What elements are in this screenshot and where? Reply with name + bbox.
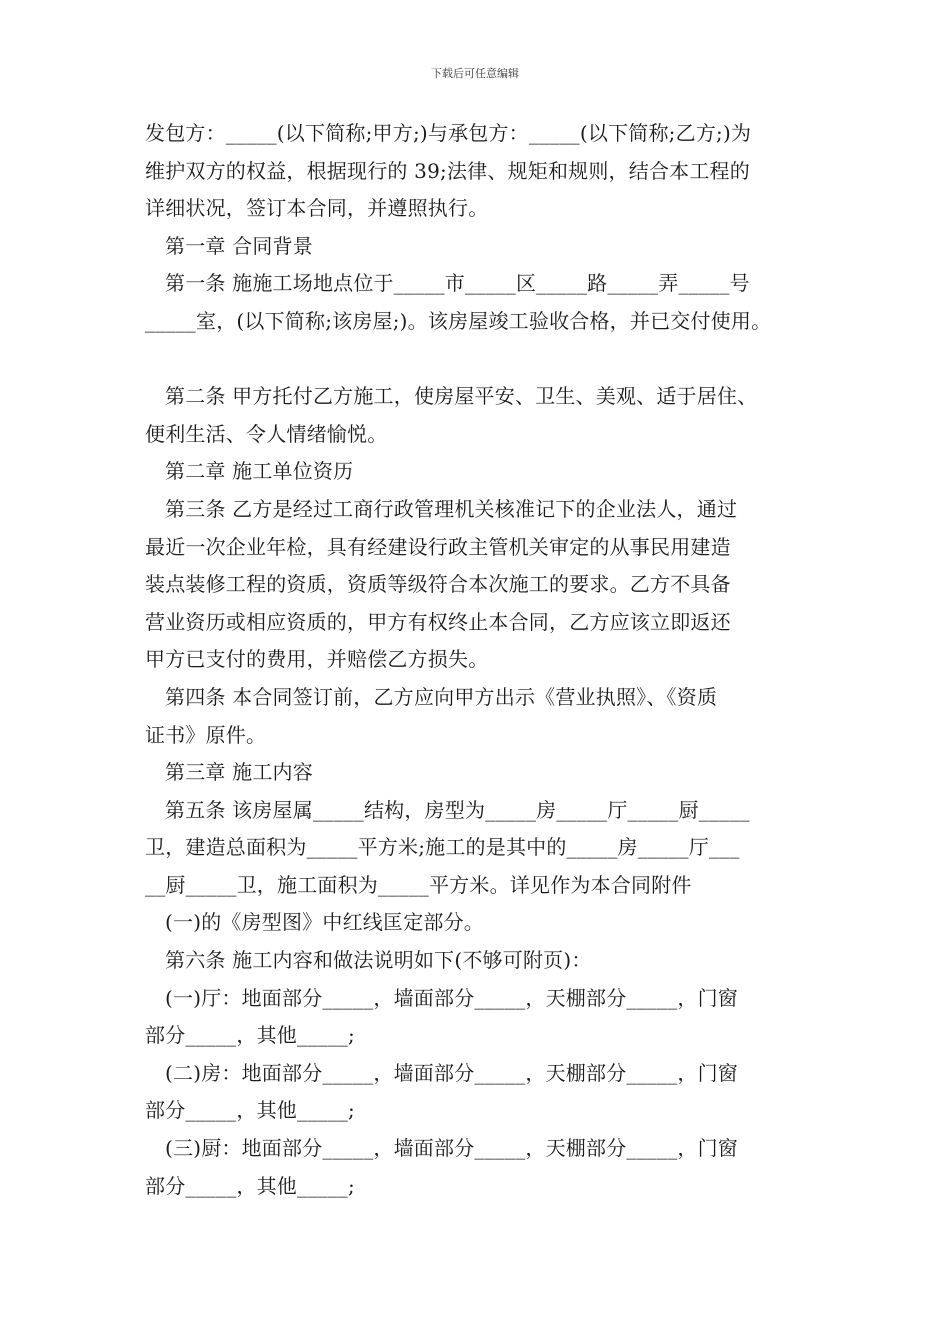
paragraph-line: 部分_____，其他_____; bbox=[145, 1098, 355, 1123]
paragraph-line: 装点装修工程的资质，资质等级符合本次施工的要求。乙方不具备 bbox=[145, 572, 731, 597]
article-line: 第二条 甲方托付乙方施工，使房屋平安、卫生、美观、适于居住、 bbox=[165, 384, 758, 409]
chapter-heading: 第一章 合同背景 bbox=[165, 233, 313, 258]
document-body bbox=[145, 115, 817, 1205]
chapter-heading: 第二章 施工单位资历 bbox=[165, 459, 354, 484]
article-line: 第四条 本合同签订前，乙方应向甲方出示《营业执照》、《资质 bbox=[165, 684, 718, 709]
paragraph-line: 甲方已支付的费用，并赔偿乙方损失。 bbox=[145, 647, 489, 672]
paragraph-line: __厨_____卫，施工面积为_____平方米。详见作为本合同附件 bbox=[145, 872, 692, 897]
paragraph-line: 最近一次企业年检，具有经建设行政主管机关审定的从事民用建造 bbox=[145, 534, 731, 559]
article-line: 第一条 施施工场地点位于_____市_____区_____路_____弄_____号 bbox=[165, 271, 750, 296]
paragraph-line: _____室，(以下简称;该房屋;)。该房屋竣工验收合格，并已交付使用。 bbox=[145, 308, 772, 333]
paragraph-line: 维护双方的权益，根据现行的 39;法律、规矩和规则，结合本工程的 bbox=[145, 158, 750, 183]
paragraph-line: 部分_____，其他_____; bbox=[145, 1173, 355, 1198]
paragraph-line: 证书》原件。 bbox=[145, 722, 267, 747]
paragraph-line: 部分_____，其他_____; bbox=[145, 1023, 355, 1048]
article-line: 第六条 施工内容和做法说明如下(不够可附页)： bbox=[165, 948, 592, 973]
header-text: 下载后可任意编辑 bbox=[431, 67, 519, 80]
article-line: 第三条 乙方是经过工商行政管理机关核准记下的企业法人，通过 bbox=[165, 496, 738, 521]
paragraph-line: 便利生活、令人情绪愉悦。 bbox=[145, 421, 388, 446]
list-item-line: (二)房：地面部分_____，墙面部分_____，天棚部分_____，门窗 bbox=[165, 1060, 739, 1085]
article-line: 第五条 该房屋属_____结构，房型为_____房_____厅_____厨_____ bbox=[165, 797, 750, 822]
page-header bbox=[0, 66, 950, 82]
blank-line bbox=[145, 341, 817, 379]
list-item-line: (一)厅：地面部分_____，墙面部分_____，天棚部分_____，门窗 bbox=[165, 985, 739, 1010]
chapter-heading: 第三章 施工内容 bbox=[165, 760, 313, 785]
paragraph-line: 卫，建造总面积为_____平方米;施工的是其中的_____房_____厅___ bbox=[145, 835, 740, 860]
paragraph-line: (一)的《房型图》中红线匡定部分。 bbox=[165, 910, 485, 935]
paragraph-line: 营业资历或相应资质的，甲方有权终止本合同，乙方应该立即返还 bbox=[145, 609, 731, 634]
list-item-line: (三)厨：地面部分_____，墙面部分_____，天棚部分_____，门窗 bbox=[165, 1136, 739, 1161]
paragraph-line: 发包方：_____(以下简称;甲方;)与承包方：_____(以下简称;乙方;)为 bbox=[145, 121, 752, 145]
paragraph-line: 详细状况，签订本合同，并遵照执行。 bbox=[145, 196, 489, 221]
